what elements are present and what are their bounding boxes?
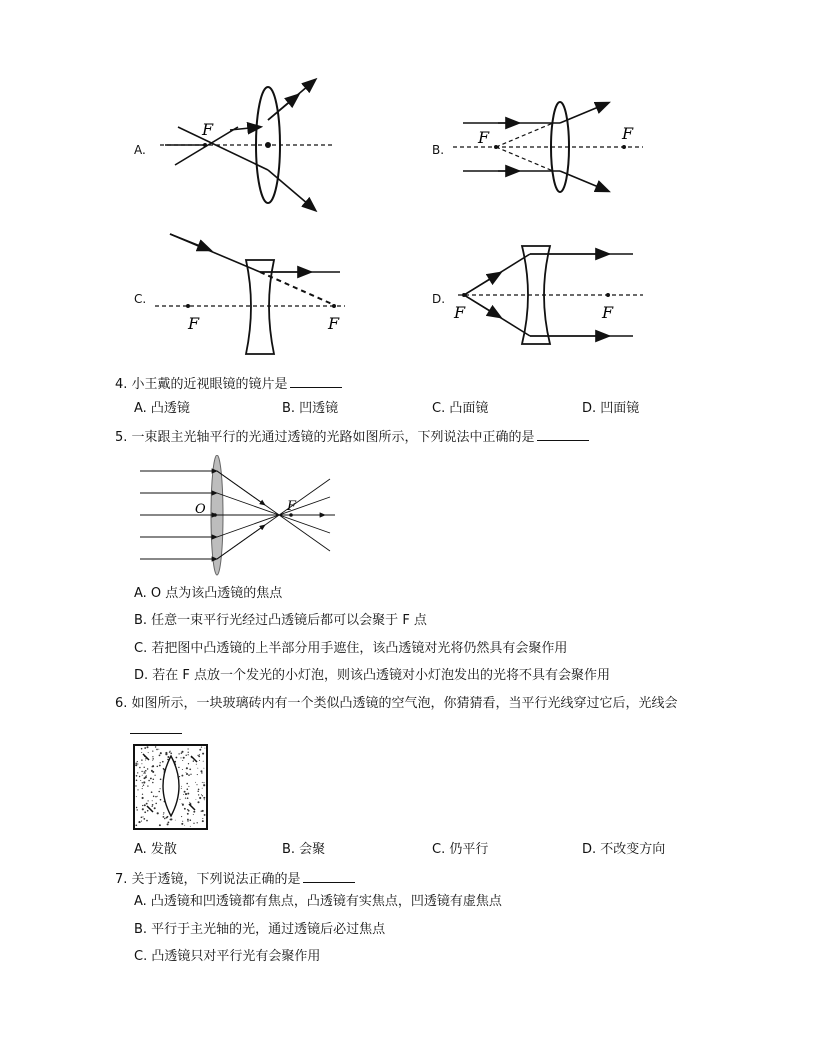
concave-lens-diagram-c xyxy=(150,228,350,358)
question-4-option-a: A. 凸透镜 xyxy=(134,401,190,416)
concave-lens-diagram-d xyxy=(448,240,648,350)
question-5-stem xyxy=(115,428,589,447)
diagram-a xyxy=(130,75,350,215)
question-7-option-a: A. 凸透镜和凹透镜都有焦点，凸透镜有实焦点，凹透镜有虚焦点 xyxy=(134,894,502,909)
question-7-option-b: B. 平行于主光轴的光，通过透镜后必过焦点 xyxy=(134,922,386,937)
glass-brick-air-bubble-figure xyxy=(133,744,209,830)
focus-label-right: F xyxy=(602,303,614,322)
question-5-option-a: A. O 点为该凸透镜的焦点 xyxy=(134,586,283,601)
answer-blank xyxy=(130,733,182,734)
option-d-label: D. xyxy=(432,292,446,306)
diagram-b xyxy=(428,95,648,205)
focus-label-left: F xyxy=(478,128,490,147)
option-a-label: A. xyxy=(134,143,146,157)
question-6-stem: 6. 如图所示，一块玻璃砖内有一个类似凸透镜的空气泡，你猜猜看，当平行光线穿过它后，光线会 xyxy=(115,696,678,711)
question-5-option-b: B. 任意一束平行光经过凸透镜后都可以会聚于 F 点 xyxy=(134,613,427,628)
convex-lens-diagram-b xyxy=(448,95,648,205)
convex-lens-diagram-a xyxy=(150,75,350,215)
question-4-option-d: D. 凹面镜 xyxy=(582,401,640,416)
focus-label-left: F xyxy=(454,303,466,322)
question-6-option-c: C. 仍平行 xyxy=(432,842,489,857)
focus-label-right: F xyxy=(622,124,634,143)
question-6-option-b: B. 会聚 xyxy=(282,842,326,857)
question-6-option-a: A. 发散 xyxy=(134,842,177,857)
answer-blank xyxy=(537,428,589,441)
question-5-option-c: C. 若把图中凸透镜的上半部分用手遮住，该凸透镜对光将仍然具有会聚作用 xyxy=(134,641,568,656)
question-5-option-d: D. 若在 F 点放一个发光的小灯泡，则该凸透镜对小灯泡发出的光将不具有会聚作用 xyxy=(134,668,611,683)
diagram-c xyxy=(130,228,350,358)
question-7-option-c: C. 凸透镜只对平行光有会聚作用 xyxy=(134,949,321,964)
question-7-text: 7. 关于透镜，下列说法正确的是 xyxy=(115,872,301,887)
answer-blank xyxy=(303,870,355,883)
focus-point-label: F xyxy=(287,499,297,514)
convex-lens-focus-figure xyxy=(135,455,340,580)
question-4-text: 4. 小王戴的近视眼镜的镜片是 xyxy=(115,377,288,392)
question-4-option-c: C. 凸面镜 xyxy=(432,401,489,416)
question-7-stem xyxy=(115,870,355,889)
lens-center-label: O xyxy=(195,502,206,517)
focus-label: F xyxy=(202,120,214,139)
focus-label-right: F xyxy=(328,314,340,333)
answer-blank xyxy=(290,375,342,388)
focus-label-left: F xyxy=(188,314,200,333)
option-b-label: B. xyxy=(432,143,445,157)
question-6-option-d: D. 不改变方向 xyxy=(582,842,666,857)
question-4-option-b: B. 凹透镜 xyxy=(282,401,339,416)
question-5-text: 5. 一束跟主光轴平行的光通过透镜的光路如图所示，下列说法中正确的是 xyxy=(115,430,535,445)
diagram-d xyxy=(428,240,648,350)
question-4-stem xyxy=(115,375,342,394)
option-c-label: C. xyxy=(134,292,147,306)
